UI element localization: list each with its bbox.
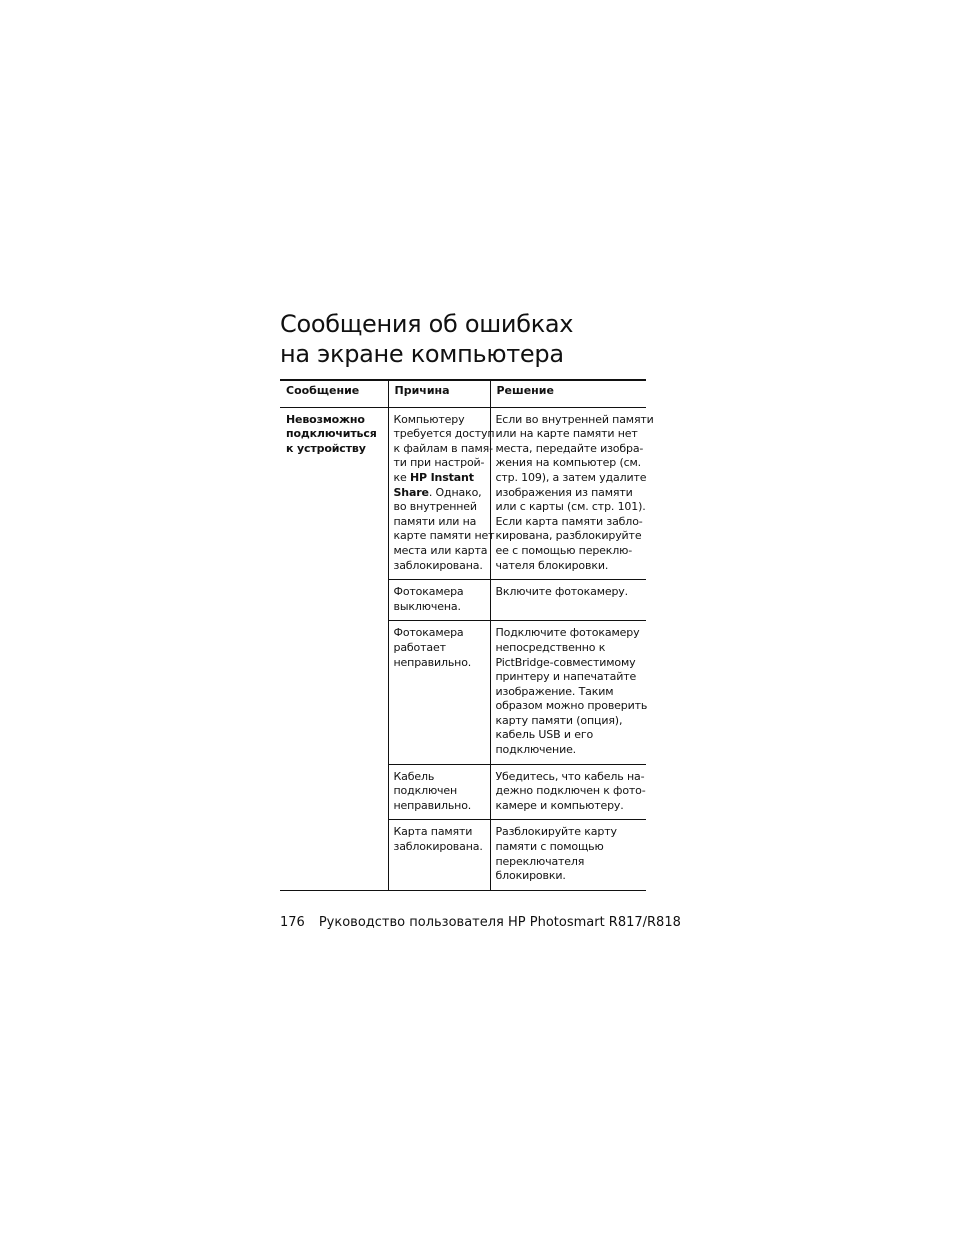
cause-line: ти при настрой- (393, 456, 485, 470)
solution-line: переключателя (495, 854, 585, 868)
solution-line: Если во внутренней памяти (495, 412, 654, 426)
solution-line: Если карта памяти забло- (495, 514, 643, 528)
solution-line: памяти с помощью (495, 840, 604, 854)
cause-line: заблокирована. (393, 558, 483, 572)
cause-cell (388, 764, 490, 820)
solution-line: подключение. (495, 743, 577, 757)
message-line: подключиться (286, 427, 377, 441)
solution-line: кирована, разблокируйте (495, 529, 642, 543)
solution-line: места, передайте изобра- (495, 441, 644, 455)
solution-cell (490, 407, 654, 580)
cause-product-name: Share (393, 485, 429, 499)
solution-cell (490, 764, 646, 820)
cause-line: памяти или на (393, 514, 477, 528)
solution-line: кабель USB и его (495, 728, 594, 742)
header-solution: Решение (490, 380, 646, 407)
error-messages-table (280, 379, 654, 891)
solution-line: ее с помощью переклю- (495, 543, 633, 557)
solution-line: Разблокируйте карту (495, 825, 617, 839)
message-line: Невозможно (286, 412, 365, 426)
page-footer (280, 914, 681, 932)
header-message: Сообщение (286, 384, 360, 397)
cause-line: Компьютеру (393, 412, 465, 426)
solution-line: непосредственно к (495, 640, 606, 654)
cause-product-name: HP Instant (409, 470, 474, 484)
cause-cell (388, 621, 490, 764)
solution-line: или с карты (см. стр. 101). (495, 500, 646, 514)
solution-line: принтеру и напечатайте (495, 670, 637, 684)
cause-cell (388, 407, 495, 580)
cause-line: к файлам в памя- (393, 441, 493, 455)
cause-line: подключен (393, 784, 458, 798)
cause-line: места или карта (393, 543, 488, 557)
cause-cell (388, 580, 490, 621)
solution-line: дежно подключен к фото- (495, 784, 646, 798)
cause-line: Фотокамера (393, 585, 464, 599)
cause-line: во внутренней (393, 500, 477, 514)
page-title-line-1: Сообщения об ошибках (280, 310, 574, 338)
cause-line: заблокирована. (393, 840, 483, 854)
cause-line (394, 486, 486, 501)
cause-line: Фотокамера (393, 626, 464, 640)
solution-line: камере и компьютеру. (495, 798, 624, 812)
message-line: к устройству (286, 441, 366, 455)
cause-line: выключена. (393, 599, 461, 613)
solution-cell (490, 820, 646, 890)
cause-text: ке (393, 470, 410, 484)
table-header-row (280, 380, 646, 407)
solution-line: стр. 109), а затем удалите (495, 470, 647, 484)
cause-line: неправильно. (393, 655, 472, 669)
footer-text: Руководство пользователя HP Photosmart R817/R818 (318, 915, 681, 930)
solution-line: изображения из памяти (495, 485, 633, 499)
solution-line: Подключите фотокамеру (495, 626, 640, 640)
solution-line: жения на компьютер (см. (495, 456, 642, 470)
solution-line: образом можно проверить (495, 699, 648, 713)
solution-line: PictBridge-совместимому (495, 655, 636, 669)
solution-line: Убедитесь, что кабель на- (495, 769, 645, 783)
solution-line: чателя блокировки. (495, 558, 609, 572)
solution-line: изображение. Таким (495, 684, 614, 698)
table-row (280, 407, 646, 580)
page-number: 176 (280, 915, 305, 930)
cause-line: неправильно. (393, 798, 472, 812)
solution-line: карту памяти (опция), (495, 713, 623, 727)
solution-cell (490, 621, 646, 764)
header-cause: Причина (388, 380, 490, 407)
cause-text: . Однако, (428, 485, 482, 499)
solution-cell (490, 580, 646, 621)
cause-cell (388, 820, 490, 890)
cause-line: карте памяти нет (393, 529, 495, 543)
solution-line: или на карте памяти нет (495, 427, 638, 441)
cause-line: требуется доступ (393, 427, 495, 441)
message-cell (280, 407, 388, 890)
cause-line: Карта памяти (393, 825, 473, 839)
cause-line: работает (393, 640, 446, 654)
page-title-line-2: на экране компьютера (280, 340, 564, 368)
solution-line: Включите фотокамеру. (495, 585, 629, 599)
cause-line: Кабель (393, 769, 435, 783)
page-title (280, 309, 660, 369)
solution-line: блокировки. (495, 869, 566, 883)
cause-line (394, 471, 486, 486)
